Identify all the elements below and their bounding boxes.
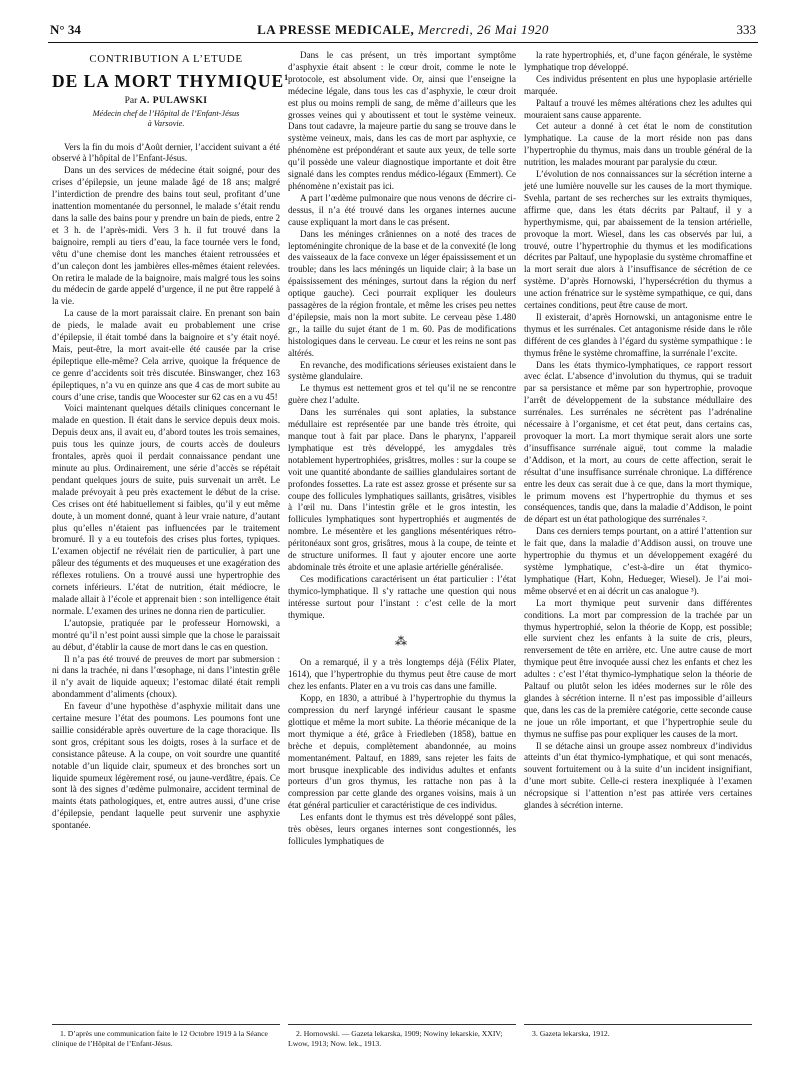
affiliation-line-2: à Varsovie.	[147, 119, 185, 129]
issue-date: Mercredi, 26 Mai 1920	[418, 22, 549, 37]
footnote-2	[288, 1024, 516, 1069]
page-number: 333	[736, 22, 756, 37]
paragraph: Ces individus présentent en plus une hypoplasie artérielle marquée.	[524, 73, 752, 96]
paragraph: Dans les états thymico-lymphatiques, ce rapport ressort avec éclat. L’absence d’involution du thymus, qui se traduit par sa persistance et même par son hypertrophie, provoque l’arrêt de développement de la substance médullaire des surrénales. Les surrénales ne sécrètent pas l’adrénaline nécessaire à l’organisme, et cet état peut, dans certains cas, provoquer la mort. La mort thymique serait alors une sorte d’insuffisance surrénale aiguë, tout comme la maladie d’Addison, et la mort, au cours de cette affection, serait le résultat d’une insuffisance surrénale chronique. La différence entre les deux cas serait due à ce que, dans la mort thymique, le primum movens est l’hypertrophie du thymus et ses conséquences, tandis que, dans la maladie d’Addison, le point de départ est un état pathologique des surrénales ².	[524, 359, 752, 525]
masthead	[48, 22, 758, 38]
paragraph: En revanche, des modifications sérieuses existaient dans le système glandulaire.	[288, 359, 516, 382]
journal-name: LA PRESSE MEDICALE,	[257, 22, 415, 37]
column-2-body-b	[288, 657, 516, 848]
paragraph: On a remarqué, il y a très longtemps déjà (Félix Plater, 1614), que l’hypertrophie du thymus peut être cause de mort chez les enfants. Plater en a vu trois cas dans une famille.	[288, 657, 516, 692]
footnote-1	[52, 1024, 280, 1069]
footnote-1-text: 1. D’après une communication faite le 12 Octobre 1919 à la Séance clinique de l’Hôpital de l’Enfant-Jésus.	[52, 1029, 268, 1048]
column-1	[52, 50, 290, 832]
footnote-3	[524, 1024, 752, 1069]
paragraph: Il se détache ainsi un groupe assez nombreux d’individus atteints d’un état thymico-lymphatique, et qui sont menacés, souvent fortuitement ou à la suite d’un incident insignifiant, d’une mort subite. Celle-ci restera inexpliquée à l’examen nécropsique si l’attention n’est pas attirée vers certaines glandes à sécrétion interne.	[524, 740, 752, 811]
column-3	[524, 50, 752, 812]
paragraph: la rate hypertrophiés, et, d’une façon générale, le système lymphatique trop développé.	[524, 50, 752, 72]
column-1-body	[52, 142, 280, 833]
paragraph: Dans les surrénales qui sont aplaties, la substance médullaire est représentée par une bande très étroite, qui manque tout à fait par place. Dans le pharynx, l’appareil lymphatique est très développé, les amygdales très notablement hypertrophiées, grisâtres, molles : sur la coupe se voit une quantité abondante de saillies glandulaires sortant de profondes fossettes. La rate est assez grosse et présente sur sa coupe des follicules lymphatiques saillants, grisâtres, visibles à l’œil nu. Dans l’intestin grêle et le gros intestin, les follicules lymphatiques sont hypertrophiés et augmentés de nombre. Le mésentère et les ganglions mésentériques rétro-péritonéaux sont gros, grisâtres, mous à la coupe, de teinte et de structure uniformes. Il faut y ajouter encore une aorte abdominale très étroite et une aplasie artérielle généralisée.	[288, 407, 516, 572]
paragraph: Dans le cas présent, un très important symptôme d’asphyxie était absent : le cœur droit, comme le note le protocole, est absolument vide. Or, ainsi que l’enseigne la médecine légale, dans tous les cas d’asphyxie, le cœur droit est plus ou moins rempli de sang, de même d’ailleurs que les grosses veines qui y aboutissent et tout le système veineux. Dans tout cadavre, la majeure partie du sang se trouve dans le système veineux, mais, dans les cas de mort par asphyxie, ce phénomène est prépondérant et saute aux yeux, de telle sorte qu’il possède une valeur diagnostique importante et doit être signalé dans les comptes rendus médico-légaux (Emmert). Ce phénomène n’existait pas ici.	[288, 50, 516, 191]
article-title	[52, 70, 290, 91]
column-2-body-a	[288, 50, 516, 622]
article-title-text: DE LA MORT THYMIQUE	[52, 70, 285, 91]
footnote-3-text: 3. Gazeta lekarska, 1912.	[532, 1029, 610, 1038]
page-header	[48, 20, 758, 43]
column-2	[288, 50, 516, 848]
article-kicker: CONTRIBUTION A L’ETUDE	[89, 53, 243, 65]
issue-number: N° 34	[50, 22, 81, 37]
author-affiliation	[52, 109, 280, 130]
title-footnote-mark: 1	[284, 72, 290, 82]
paragraph: La cause de la mort paraissait claire. En prenant son bain de pieds, le malade avait eu probablement une crise d’épilepsie, il était tombé dans la baignoire et s’y était noyé. Mais, peut-être, la mort avait-elle été causée par la crise épileptique elle-même? Cela arrive, quoique la fréquence de ce genre d’accidents soit très discutée. Binswanger, chez 163 épileptiques, n’a vu en quinze ans que 4 cas de mort subite au cours d’une crise, tandis que Woocester sur 62 cas en a vu 45!	[52, 308, 280, 402]
paragraph: En faveur d’une hypothèse d’asphyxie militait dans une certaine mesure l’état des poumons. Les poumons font une saillie considérable après ouverture de la cage thoracique. Ils sont gros, crépitant sous les doigts, roses à la surface et de consistance pâteuse. A la coupe, on voit sourdre une quantité notable d’un liquide clair, spumeux et des bronches sort un liquide spumeux légèrement rosé, ou jaune-verdâtre, épais. Ce sont là des signes d’œdème pulmonaire, accident terminal de maints états pathologiques, et, entre autres aussi, d’une crise d’épilepsie, pendant laquelle peut survenir une asphyxie spontanée.	[52, 701, 280, 831]
paragraph: Cet auteur a donné à cet état le nom de constitution lymphatique. La cause de la mort réside non pas dans l’hypertrophie du thymus, mais dans un trouble général de la nutrition, les malades mourant par paralysie du cœur.	[524, 121, 752, 168]
paragraph: Dans les méninges crâniennes on a noté des traces de leptoméningite chronique de la base et de la convexité (le long des vaisseaux de la face convexe un léger épaississement et un trouble; dans les lacs méningés un liquide clair; à la base un épaississement des méninges, surtout dans la région du nerf optique gauche). Ceci pourrait expliquer les douleurs passagères de la région frontale, et même les crises peu nettes d’épilepsie, mais non la mort subite. Le cerveau pèse 1.480 gr., la taille du sujet étant de 1 m. 60. Pas de modifications histologiques dans le cerveau. Le cœur et les reins ne sont pas altérés.	[288, 228, 516, 358]
affiliation-line-1: Médecin chef de l’Hôpital de l’Enfant-Jésus	[92, 108, 240, 118]
paragraph: La mort thymique peut survenir dans différentes conditions. La mort par compression de la trachée par un thymus hypertrophié, selon la théorie de Kopp, est possible; elle survient chez les enfants à la suite de cris, pleurs, renversement de tête en arrière, etc. Une autre cause de mort thymique peut être invoquée aussi chez les enfants et chez les adultes : c’est l’état thymico-lymphatique selon la théorie de Paltauf ou plutôt selon les idées modernes sur le rôle des glandes à sécrétion interne. Il n’est pas impossible d’ailleurs que, dans les cas de la première catégorie, cette seconde cause ne joue un rôle important, et que l’hypertrophie seule du thymus ne suffise pas pour expliquer les causes de la mort.	[524, 597, 752, 739]
column-3-body	[524, 50, 752, 812]
byline	[52, 96, 280, 108]
paragraph: Il n’a pas été trouvé de preuves de mort par submersion : ni dans la trachée, ni dans l’œsophage, ni dans l’intestin grêle il n’y avait de liquide aqueux; l’estomac dilaté était rempli abondamment d’aliments (choux).	[52, 653, 280, 700]
footnote-2-text: 2. Hornowski. — Gazeta lekarska, 1909; Nowiny lekarskie, XXIV; Lwow, 1913; Now. lek., 1913.	[288, 1029, 503, 1048]
paragraph: Dans un des services de médecine était soigné, pour des crises d’épilepsie, un jeune malade âgé de 18 ans; malgré l’interdiction de prendre des bains tout seul, profitant d’une inattention momentanée du personnel, le malade s’était rendu dans la salle des bains pour y prendre un bain de pieds, entre 2 et 3 h. de l’après-midi. Vers 3 h. il fut trouvé dans la baignoire, rempli au tiers d’eau, la face tournée vers le fond, vêtu d’une chemise dont les manches étaient retroussées et d’un caleçon dont les jambières elles-mêmes étaient relevées. On retira le malade de la baignoire, mais malgré tous les soins du médecin de garde appelé d’urgence, il ne put être rappelé à la vie.	[52, 165, 280, 307]
paragraph: Ces modifications caractérisent un état particulier : l’état thymico-lymphatique. Il s’y rattache une question qui nous intéresse surtout pour l’instant : c’est celle de la mort thymique.	[288, 573, 516, 620]
author-name: A. PULAWSKI	[139, 95, 208, 106]
section-separator: ⁂	[395, 633, 409, 648]
article-heading	[52, 53, 290, 130]
paragraph: Paltauf a trouvé les mêmes altérations chez les adultes qui mouraient sans cause apparente.	[524, 97, 752, 120]
paragraph: Voici maintenant quelques détails cliniques concernant le malade en question. Il était dans le service depuis deux mois. Depuis deux ans, il avait eu, d’abord toutes les trois semaines, puis tous les quinze jours, de courts accès de douleurs frontales, après quoi il perdait connaissance pendant une minute au plus. Ordinairement, une série d’accès se répétait pendant quelques jours de suite, puis survenait un arrêt. Le malade prévoyait à peu près exactement le début de la crise. Ces crises ont été habituellement si faibles, qu’il y eut même doute, à un moment donné, quant à leur vraie nature, d’autant plus qu’elles n’étaient pas influencées par le traitement bromuré. Il y a eu toutefois des crises plus fortes, typiques. L’examen objectif ne révélait rien de particulier, à part une pâleur des téguments et des muqueuses et une exagération des réflexes rotuliens. On a trouvé aussi une hypertrophie des cornets inférieurs. L’état de nutrition, était médiocre, le malade allait à l’école et apprenait bien : son intelligence était normale. L’examen des urines ne donna rien de particulier.	[52, 403, 280, 616]
paragraph: L’autopsie, pratiquée par le professeur Hornowski, a montré qu’il n’est point aussi simple que la chose le paraissait au début, d’établir la cause de mort dans le cas en question.	[52, 617, 280, 652]
paragraph: Dans ces derniers temps pourtant, on a attiré l’attention sur le fait que, dans la maladie d’Addison aussi, on trouve une hypertrophie du thymus et un développement exagéré du système lymphatique, c’est-à-dire un état thymico-lymphatique (Hart, Kohn, Hedueger, Wiesel). Je l’ai moi-même observé et en ai décrit un cas analogue ³).	[524, 526, 752, 596]
paragraph: L’évolution de nos connaissances sur la sécrétion interne a jeté une lumière nouvelle sur les causes de la mort thymique. Svehla, partant de ses recherches sur les extraits thymiques, affirme que, dans les états décrits par Paltauf, il y a hyperthymisme, qui, par abaissement de la tension artérielle, provoque la mort. Wiesel, dans les cas observés par lui, a trouvé, outre l’hypertrophie du thymus et les modifications décrites par Paltauf, une hypoplasie du système chromaffine et la mort serait due alors à l’insuffisance de sécrétion de ce système. D’après Hornowski, l’hypersécrétion du thymus a une action frénatrice sur le système sympathique, ce qui, dans certaines conditions, peut être cause de mort.	[524, 169, 752, 311]
paragraph: Il existerait, d’après Hornowski, un antagonisme entre le thymus et les surrénales. Cet antagonisme réside dans le rôle différent de ces glandes à l’égard du système sympathique : le thymus frêne le système chromaffine, la surrénale l’excite.	[524, 311, 752, 358]
paragraph: Le thymus est nettement gros et tel qu’il ne se rencontre guère chez l’adulte.	[288, 383, 516, 406]
byline-prefix: Par	[124, 95, 138, 106]
paragraph: A part l’œdème pulmonaire que nous venons de décrire ci-dessus, il n’a été trouvé dans les organes internes aucune cause expliquant la mort dans le cas présent.	[288, 192, 516, 227]
paragraph: Les enfants dont le thymus est très développé sont pâles, très obèses, leurs organes internes sont congestionnés, les follicules lymphatiques de	[288, 812, 516, 846]
paragraph: Kopp, en 1830, a attribué à l’hypertrophie du thymus la compression du nerf laryngé inférieur causant le spasme glottique et même la mort subite. La théorie mécanique de la mort thymique a été, grâce à Friedleben (1858), battue en brèche et depuis, complètement abandonnée, au moins momentanément. Paltauf, en 1889, sans rejeter les faits de mort brusque inexplicable des individus adultes et enfants porteurs d’un gros thymus, les rattache non pas à la compression par cette glande des organes voisins, mais à un état général particulier et caractéristique de ces individus.	[288, 693, 516, 811]
paragraph: Vers la fin du mois d’Août dernier, l’accident suivant a été observé à l’hôpital de l’Enfant-Jésus.	[52, 141, 280, 164]
